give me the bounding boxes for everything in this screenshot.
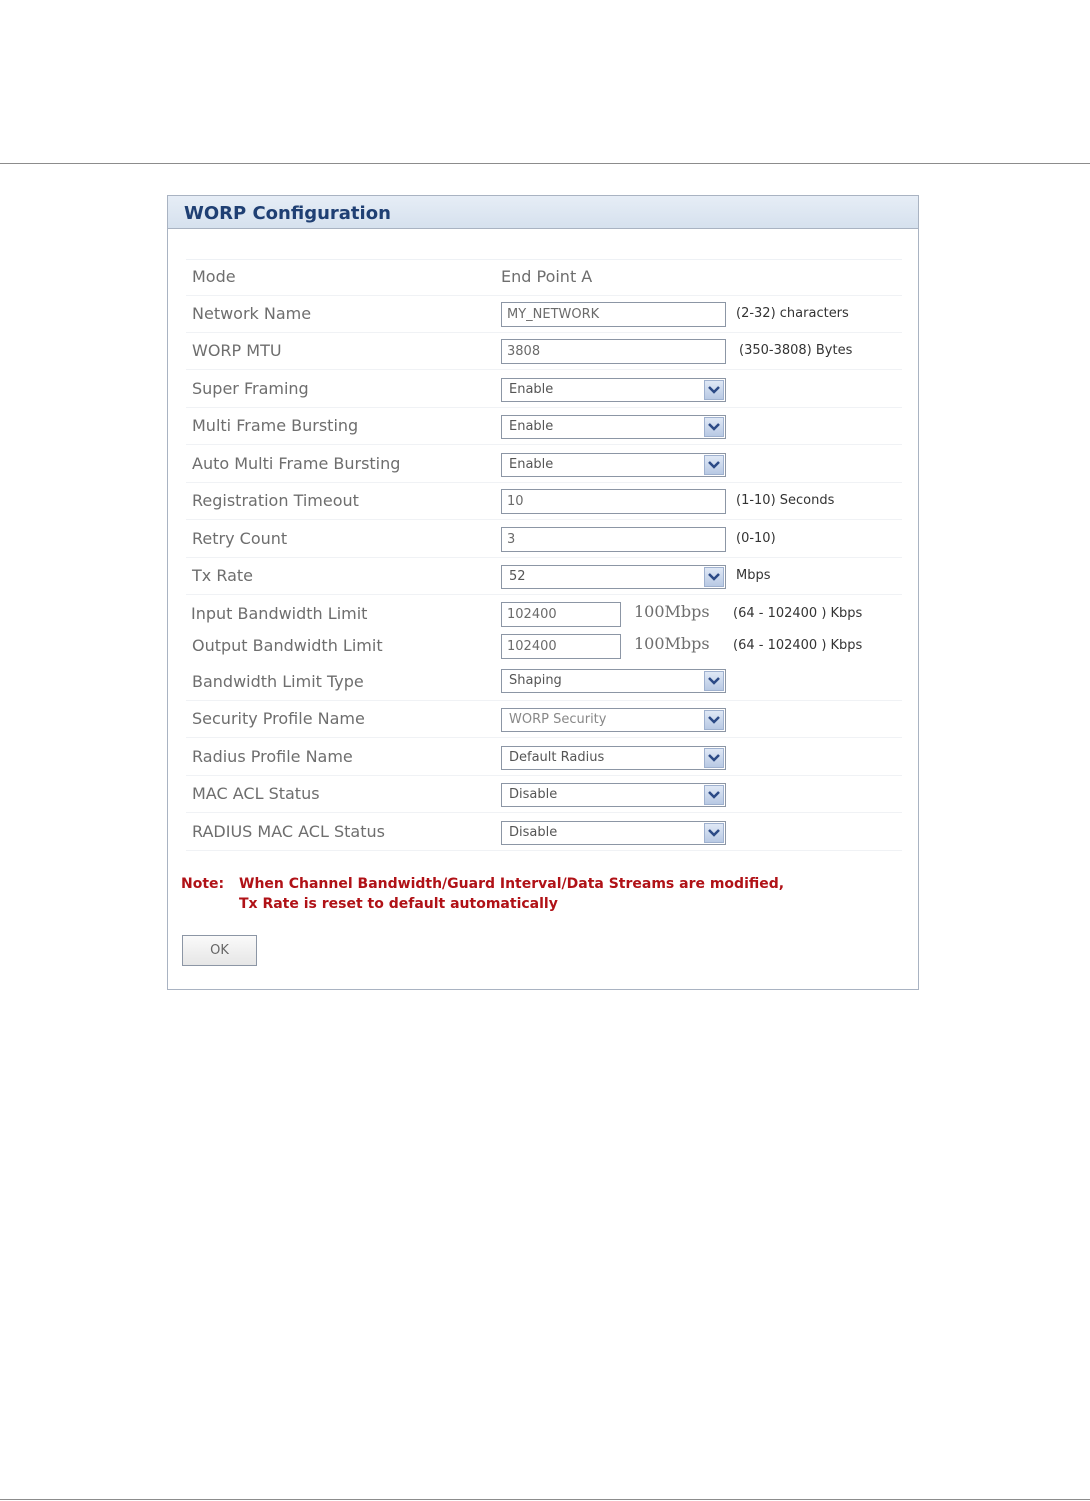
super-framing-label: Super Framing [192,379,309,398]
note-line-2: Tx Rate is reset to default automatically [239,896,558,912]
network-name-input[interactable] [501,302,726,327]
note-line-1: When Channel Bandwidth/Guard Interval/Data Streams are modified, [239,876,785,892]
output-bandwidth-limit-label: Output Bandwidth Limit [192,636,383,655]
panel-title: WORP Configuration [184,203,391,224]
mac-acl-status-select[interactable] [501,783,726,807]
tx-rate-value: 52 [509,569,526,584]
row-tx-rate [186,558,902,595]
row-super-framing [186,371,902,408]
panel-header [168,196,918,229]
tx-rate-select[interactable] [501,565,726,589]
output-bandwidth-rate: 100Mbps [634,634,710,653]
chevron-down-icon[interactable] [704,671,724,691]
registration-timeout-label: Registration Timeout [192,491,359,510]
retry-count-input[interactable] [501,527,726,552]
row-registration-timeout [186,483,902,520]
retry-count-label: Retry Count [192,529,288,548]
bottom-rule [0,1499,1090,1500]
security-profile-name-label: Security Profile Name [192,709,365,728]
worp-configuration-panel [167,195,919,990]
worp-mtu-input[interactable] [501,339,726,364]
radius-mac-acl-status-value: Disable [509,825,558,840]
radius-mac-acl-status-select[interactable] [501,821,726,845]
row-bandwidth-limit-type [186,664,902,701]
row-radius-mac-acl-status [186,814,902,851]
chevron-down-icon[interactable] [704,417,724,437]
super-framing-select[interactable] [501,378,726,402]
mac-acl-status-label: MAC ACL Status [192,784,320,803]
retry-count-hint: (0-10) [736,531,776,546]
worp-mtu-hint: (350-3808) Bytes [739,343,853,358]
security-profile-name-value: WORP Security [509,712,607,727]
row-output-bandwidth-limit [186,630,902,664]
input-bandwidth-limit-label: Input Bandwidth Limit [191,604,368,623]
row-retry-count [186,521,902,558]
mode-label: Mode [192,267,236,286]
note-label: Note: [181,876,225,892]
multi-frame-bursting-select[interactable] [501,415,726,439]
multi-frame-bursting-value: Enable [509,419,554,434]
bandwidth-limit-type-value: Shaping [509,673,562,688]
mode-value: End Point A [501,267,593,286]
chevron-down-icon[interactable] [704,380,724,400]
top-rule [0,163,1090,164]
bandwidth-limit-type-select[interactable] [501,669,726,693]
security-profile-name-select[interactable] [501,708,726,732]
chevron-down-icon[interactable] [704,567,724,587]
bandwidth-limit-type-label: Bandwidth Limit Type [192,672,364,691]
input-bandwidth-rate: 100Mbps [634,602,710,621]
chevron-down-icon[interactable] [704,455,724,475]
auto-multi-frame-bursting-select[interactable] [501,453,726,477]
output-bandwidth-limit-input[interactable] [501,634,621,659]
form-area [186,259,902,855]
input-bandwidth-limit-input[interactable] [501,602,621,627]
tx-rate-label: Tx Rate [192,566,254,585]
registration-timeout-hint: (1-10) Seconds [736,493,835,508]
tx-rate-unit: Mbps [736,568,771,583]
row-mode [186,259,902,296]
row-auto-multi-frame-bursting [186,446,902,483]
chevron-down-icon[interactable] [704,823,724,843]
network-name-hint: (2-32) characters [736,306,849,321]
multi-frame-bursting-label: Multi Frame Bursting [192,416,359,435]
row-worp-mtu [186,333,902,370]
input-bandwidth-hint: (64 - 102400 ) Kbps [733,606,863,621]
registration-timeout-input[interactable] [501,489,726,514]
worp-mtu-label: WORP MTU [192,341,282,360]
chevron-down-icon[interactable] [704,710,724,730]
row-mac-acl-status [186,776,902,813]
chevron-down-icon[interactable] [704,785,724,805]
auto-multi-frame-bursting-label: Auto Multi Frame Bursting [192,454,401,473]
ok-button[interactable]: OK [182,935,257,966]
chevron-down-icon[interactable] [704,748,724,768]
radius-mac-acl-status-label: RADIUS MAC ACL Status [192,822,385,841]
network-name-label: Network Name [192,304,312,323]
auto-multi-frame-bursting-value: Enable [509,457,554,472]
output-bandwidth-hint: (64 - 102400 ) Kbps [733,638,863,653]
row-security-profile-name [186,701,902,738]
row-radius-profile-name [186,739,902,776]
row-input-bandwidth-limit [186,596,902,630]
row-multi-frame-bursting [186,408,902,445]
radius-profile-name-value: Default Radius [509,750,605,765]
row-network-name [186,296,902,333]
mac-acl-status-value: Disable [509,787,558,802]
radius-profile-name-select[interactable] [501,746,726,770]
super-framing-value: Enable [509,382,554,397]
radius-profile-name-label: Radius Profile Name [192,747,353,766]
